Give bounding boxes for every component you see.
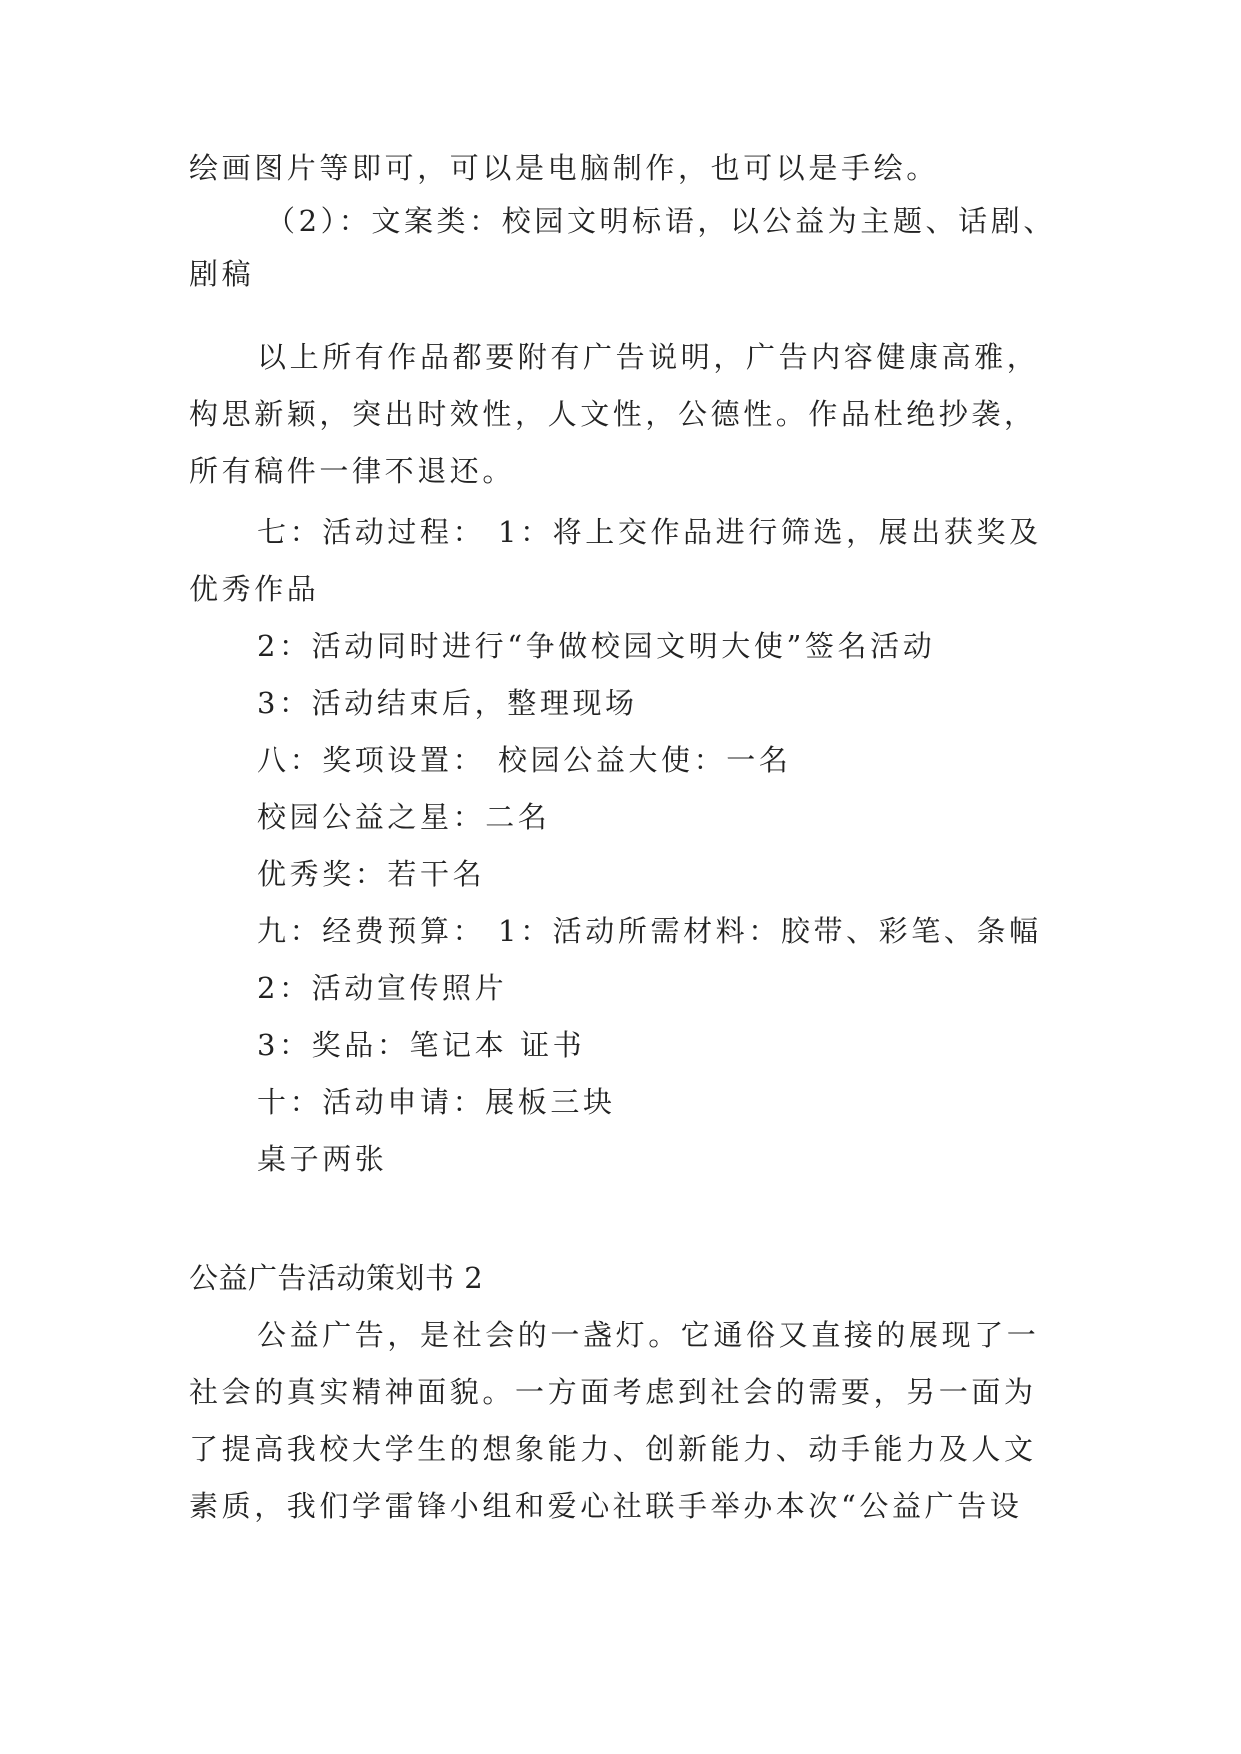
text-line: 优秀作品 xyxy=(189,572,320,606)
section-heading: 公益广告活动策划书 2 xyxy=(189,1261,484,1295)
text-line: 2：活动同时进行“争做校园文明大使”签名活动 xyxy=(257,629,936,663)
text-line: 七：活动过程： 1：将上交作品进行筛选，展出获奖及 xyxy=(257,515,1042,549)
text-line: 3：活动结束后，整理现场 xyxy=(257,686,638,720)
text-line: 3：奖品：笔记本 证书 xyxy=(257,1028,586,1062)
text-line: 素质，我们学雷锋小组和爱心社联手举办本次“公益广告设 xyxy=(189,1489,1023,1523)
text-line: 所有稿件一律不退还。 xyxy=(189,454,516,488)
text-line: 十：活动申请：展板三块 xyxy=(257,1085,616,1119)
text-line: 校园公益之星：二名 xyxy=(257,800,551,834)
text-line: 剧稿 xyxy=(189,257,255,291)
text-line: 九：经费预算： 1：活动所需材料：胶带、彩笔、条幅 xyxy=(257,914,1042,948)
text-line: 以上所有作品都要附有广告说明，广告内容健康高雅， xyxy=(257,340,1040,374)
text-line: 优秀奖：若干名 xyxy=(257,857,486,891)
text-line: 构思新颖，突出时效性，人文性，公德性。作品杜绝抄袭， xyxy=(189,397,1037,431)
text-line: 社会的真实精神面貌。一方面考虑到社会的需要，另一面为 xyxy=(189,1375,1037,1409)
text-line: 2：活动宣传照片 xyxy=(257,971,508,1005)
text-line: 桌子两张 xyxy=(257,1142,388,1176)
text-line: （2）：文案类：校园文明标语，以公益为主题、话剧、 xyxy=(266,204,1056,238)
text-line: 绘画图片等即可，可以是电脑制作，也可以是手绘。 xyxy=(189,151,939,185)
text-line: 公益广告，是社会的一盏灯。它通俗又直接的展现了一 xyxy=(257,1318,1040,1352)
text-line: 了提高我校大学生的想象能力、创新能力、动手能力及人文 xyxy=(189,1432,1037,1466)
text-line: 八：奖项设置： 校园公益大使：一名 xyxy=(257,743,792,777)
